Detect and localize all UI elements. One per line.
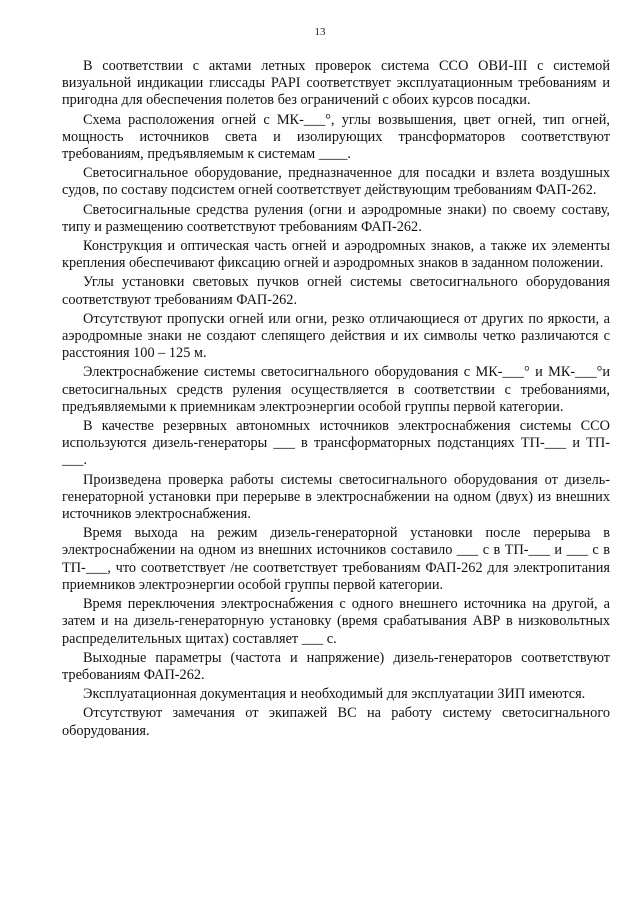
paragraph-documentation: Эксплуатационная документация и необходимый для эксплуатации ЗИП имеются.: [83, 686, 586, 703]
paragraph-beam-angles: Углы установки световых пучков огней системы светосигнального оборудования соответствуют требованиям ФАП-262.: [62, 274, 610, 308]
paragraph-no-remarks: Отсутствуют замечания от экипажей ВС на работу систему светосигнального оборудования.: [62, 705, 610, 739]
paragraph-construction: Конструкция и оптическая часть огней и аэродромных знаков, а также их элементы крепления обеспечивают фиксацию огней и аэродромных знаков в заданном положении.: [62, 238, 610, 272]
paragraph-switch-time: Время переключения электроснабжения с одного внешнего источника на другой, а затем и на дизель-генераторную установку (время срабатывания АВР в низковольтных распределительных щитах) составляет ___ с.: [62, 596, 610, 647]
paragraph-cco-compliance: В соответствии с актами летных проверок система ССО ОВИ-III с системой визуальной индикации глиссады PAPI соответствует эксплуатационным требованиям и пригодна для обеспечения полетов без ограничений с обоих курсов посадки.: [62, 58, 610, 109]
document-body: [62, 58, 610, 742]
paragraph-power-supply: Электроснабжение системы светосигнального оборудования с МК-___° и МК-___°и светосигнальных средств руления осуществляется в соответствии с требованиями, предъявляемыми к приемникам электроэнергии особой группы первой категории.: [62, 364, 610, 415]
paragraph-generator-check: Произведена проверка работы системы светосигнального оборудования от дизель-генераторной установки при перерыве в электроснабжении на одном (двух) из внешних источников электроснабжения.: [62, 471, 610, 523]
paragraph-output-params: Выходные параметры (частота и напряжение) дизель-генераторов соответствуют требованиям ФАП-262.: [62, 649, 610, 683]
paragraph-backup-sources: В качестве резервных автономных источников электроснабжения системы ССО используются дизель-генераторы ___ в трансформаторных подстанциях ТП-___ и ТП-___.: [62, 418, 610, 469]
paragraph-no-gaps: Отсутствуют пропуски огней или огни, резко отличающиеся от других по яркости, а аэродромные знаки не создают слепящего действия и их символы четко различаются с расстояния 100 – 125 м.: [62, 310, 610, 362]
paragraph-taxi-means: Светосигнальные средства руления (огни и аэродромные знаки) по своему составу, типу и размещению соответствуют требованиям ФАП-262.: [62, 201, 610, 235]
paragraph-landing-equipment: Светосигнальное оборудование, предназначенное для посадки и взлета воздушных судов, по составу подсистем огней соответствует действующим требованиям ФАП-262.: [62, 165, 610, 199]
paragraph-startup-time: Время выхода на режим дизель-генераторной установки после перерыва в электроснабжении на одном из внешних источников составило ___ с в ТП-___ и ___ с в ТП-___, что соответствует /не соответствует требованиям ФАП-262 для электропитания приемников электроэнергии особой группы первой категории.: [62, 525, 610, 593]
paragraph-lights-layout: Схема расположения огней с МК-___°, углы возвышения, цвет огней, тип огней, мощность источников света и изолирующих трансформаторов соответствуют требованиям, предъявляемым к системам ____.: [62, 111, 610, 163]
page-number: 13: [314, 26, 326, 38]
